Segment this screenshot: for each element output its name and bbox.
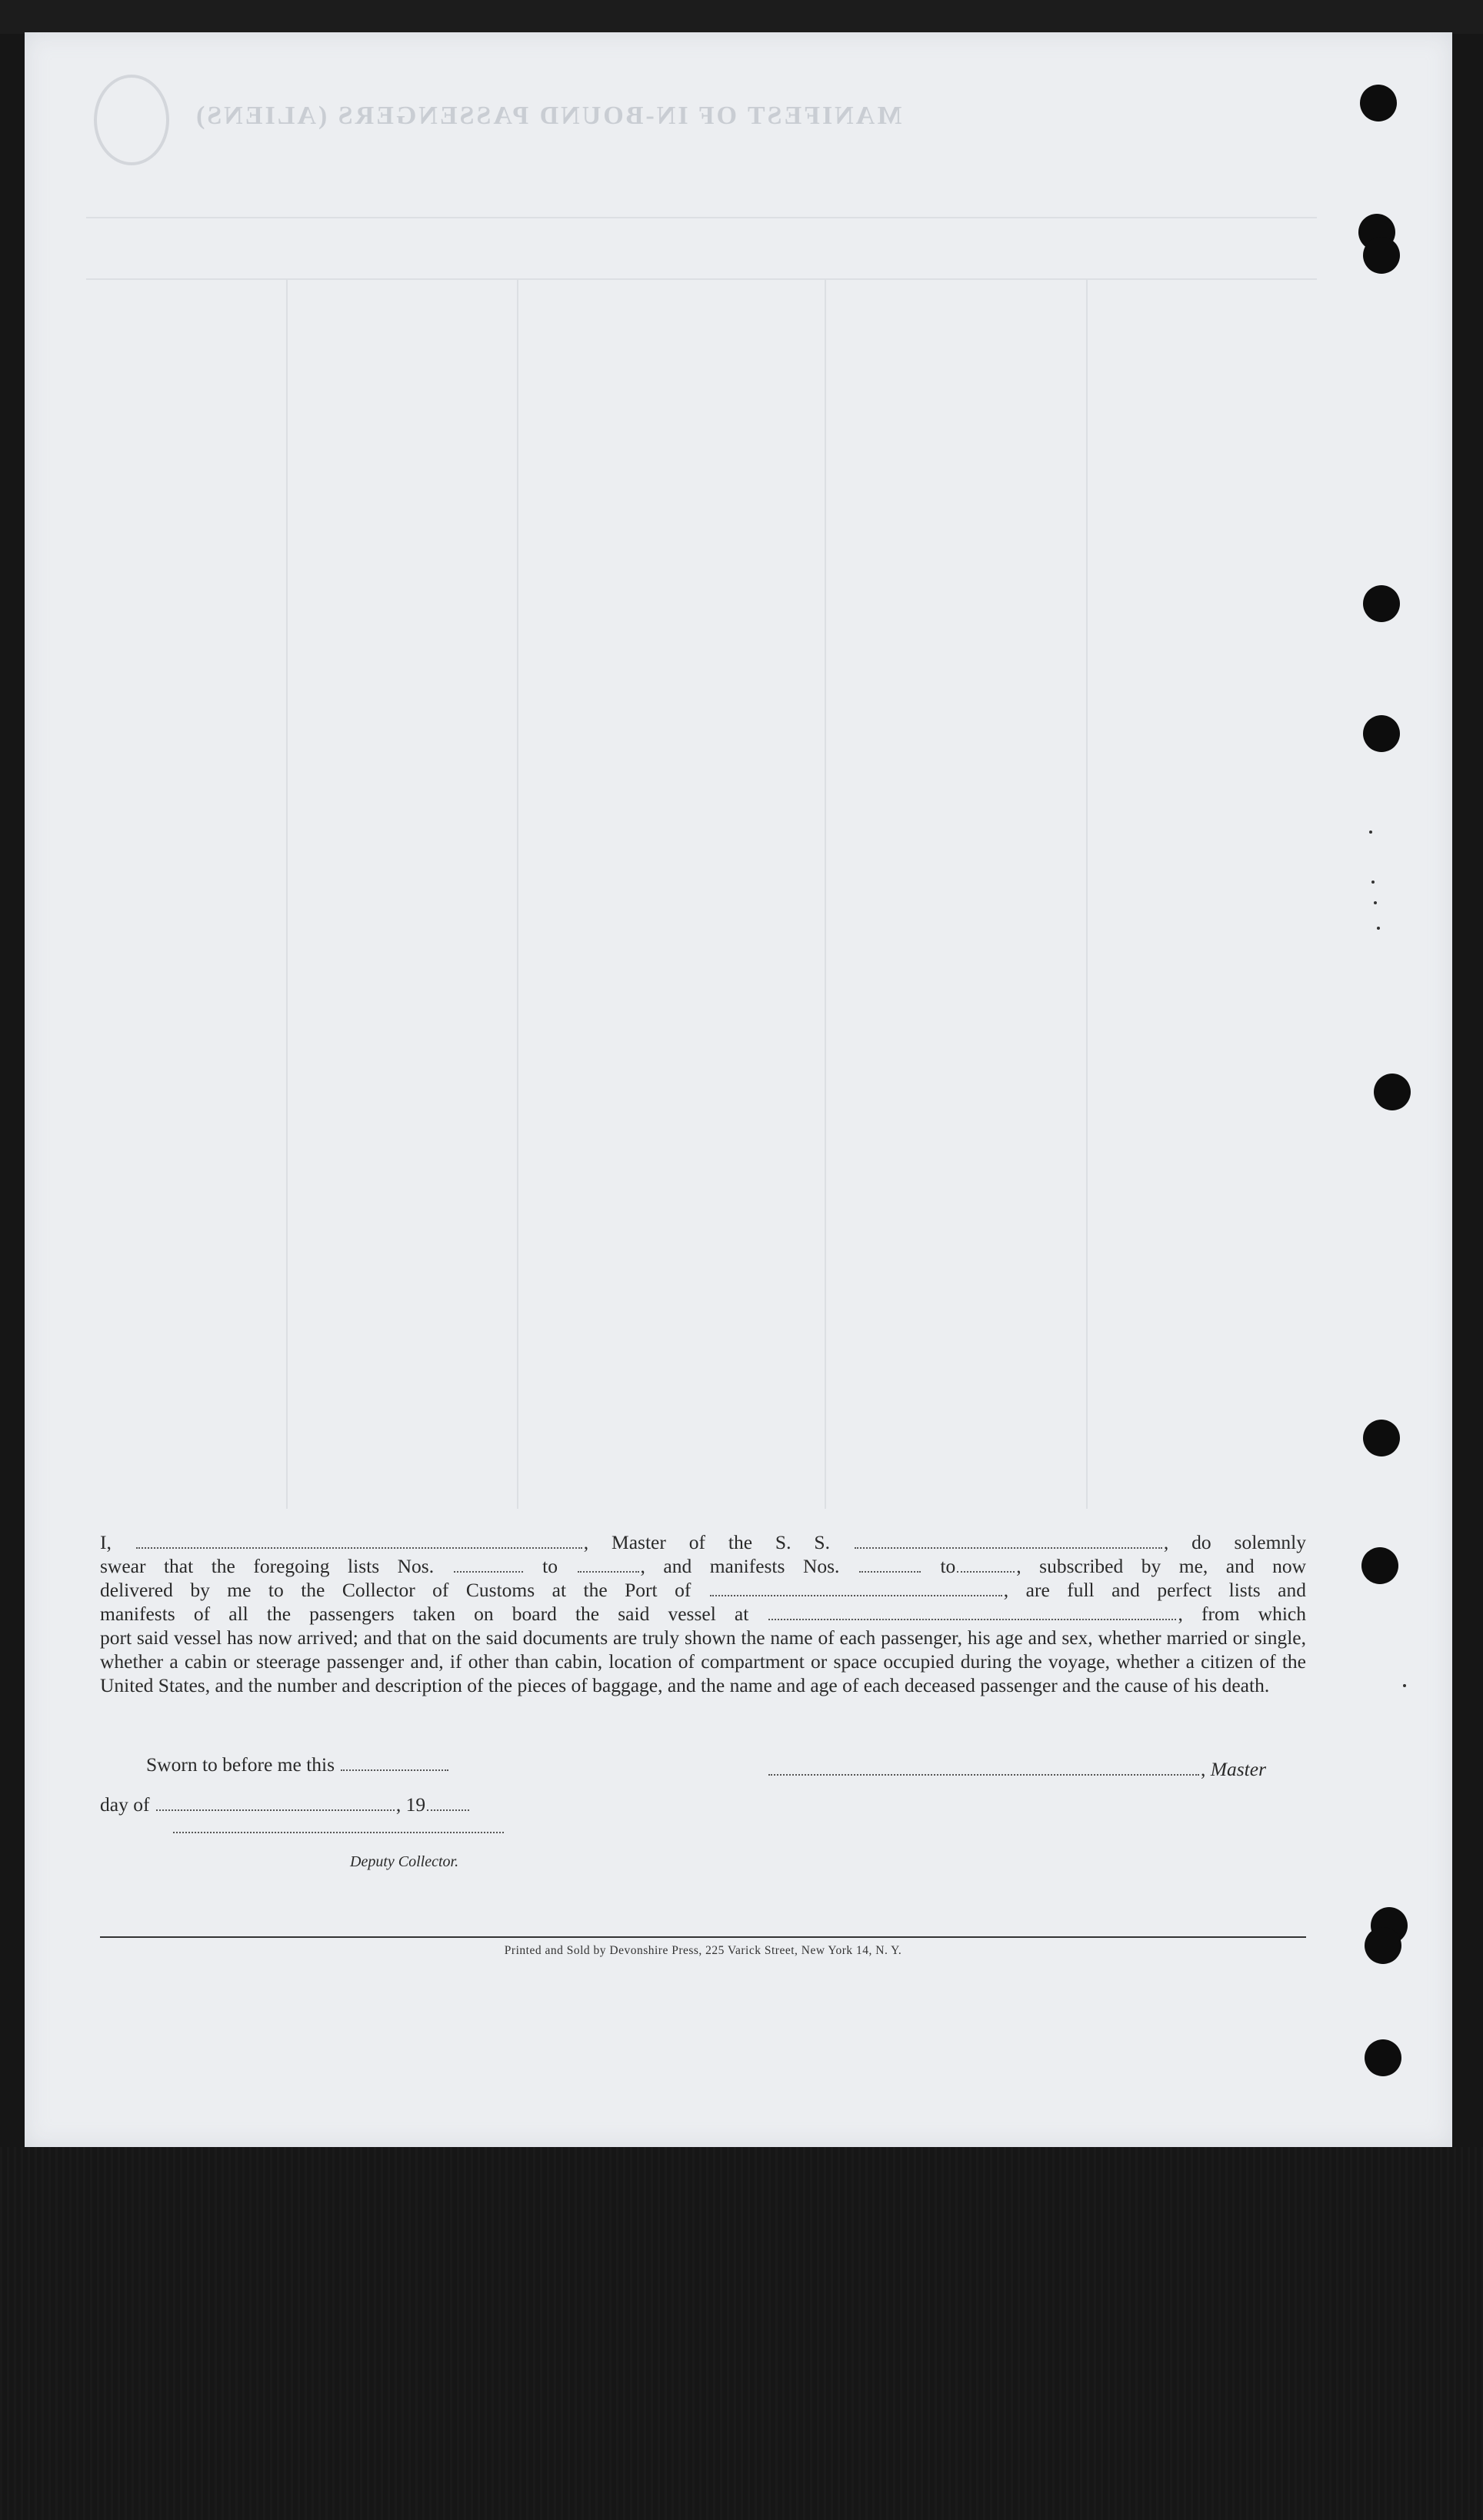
footer-rule <box>100 1936 1306 1938</box>
oath-text: , subscribed by me, and now <box>1016 1555 1307 1577</box>
punch-hole <box>1374 1074 1411 1110</box>
scan-background-bottom <box>0 2147 1483 2520</box>
punch-hole <box>1360 85 1397 122</box>
master-signature-line: , Master <box>767 1758 1266 1781</box>
deputy-collector-label: Deputy Collector. <box>350 1853 459 1870</box>
punch-hole <box>1363 237 1400 274</box>
oath-text: manifests of all the passengers taken on board the said vessel at <box>100 1603 749 1625</box>
oath-text: , do solemnly <box>1163 1531 1307 1553</box>
year-prefix: , 19 <box>395 1793 426 1816</box>
departure-port-field[interactable] <box>768 1605 1176 1620</box>
oath-text: to <box>542 1555 558 1577</box>
ghost-title: MANIFEST OF IN-BOUND PASSENGERS (ALIENS) <box>194 102 902 130</box>
punch-hole <box>1365 2039 1401 2076</box>
speck <box>1403 1684 1406 1687</box>
oath-text: to <box>940 1555 956 1577</box>
ghost-column-4 <box>1086 278 1088 1509</box>
master-signature-field[interactable] <box>768 1760 1199 1776</box>
sworn-line <box>146 1753 450 1776</box>
deputy-signature-field[interactable] <box>173 1832 504 1833</box>
manifests-to-field[interactable] <box>957 1557 1015 1573</box>
master-name-field[interactable] <box>136 1533 582 1549</box>
punch-hole <box>1365 1927 1401 1964</box>
scan-background-top <box>0 0 1483 34</box>
port-field[interactable] <box>710 1581 1002 1596</box>
day-of-label: day of <box>100 1793 150 1816</box>
sworn-label: Sworn to before me this <box>146 1753 335 1776</box>
ghost-stamp <box>94 75 169 165</box>
year-field[interactable] <box>427 1796 469 1811</box>
oath-text: , and manifests Nos. <box>640 1555 840 1577</box>
oath-text: , from which <box>1178 1603 1307 1625</box>
ghost-column-2 <box>517 278 518 1509</box>
ghost-rule-2 <box>86 278 1317 280</box>
oath-text: swear that the foregoing lists Nos. <box>100 1555 435 1577</box>
speck <box>1377 927 1380 930</box>
oath-text: , are full and perfect lists and <box>1003 1579 1307 1601</box>
ghost-column-3 <box>825 278 826 1509</box>
oath-text: delivered by me to the Collector of Customs at the Port of <box>100 1579 692 1601</box>
ghost-rule-1 <box>86 217 1317 218</box>
speck <box>1369 831 1372 834</box>
sworn-date-field[interactable] <box>341 1756 448 1771</box>
punch-hole <box>1363 585 1400 622</box>
punch-hole <box>1361 1547 1398 1584</box>
manifests-from-field[interactable] <box>859 1557 921 1573</box>
vessel-name-field[interactable] <box>855 1533 1162 1549</box>
signature-block <box>100 1746 1306 1876</box>
speck <box>1374 901 1377 904</box>
oath-body: port said vessel has now arrived; and that on the said documents are truly shown the name of each passenger, his age and sex, whether married or single, whether a cabin or steerage passenger and, if other than cabin, location of compartment or space occupied during the voyage, whether a citizen of the United States, and the number and description of the pieces of baggage, and the name and age of each deceased passenger and the cause of his death. <box>100 1626 1306 1696</box>
master-label: Master <box>1210 1758 1266 1780</box>
printer-imprint: Printed and Sold by Devonshire Press, 225 Varick Street, New York 14, N. Y. <box>504 1944 902 1957</box>
lists-from-field[interactable] <box>454 1557 523 1573</box>
ghost-column-1 <box>286 278 288 1509</box>
oath-text: I, <box>100 1531 112 1553</box>
speck <box>1371 881 1375 884</box>
punch-hole <box>1363 1420 1400 1456</box>
lists-to-field[interactable] <box>578 1557 639 1573</box>
month-field[interactable] <box>156 1796 395 1811</box>
punch-hole <box>1363 715 1400 752</box>
oath-text: , Master of the S. S. <box>583 1531 830 1553</box>
day-of-line <box>100 1793 471 1816</box>
oath-paragraph <box>100 1530 1306 1697</box>
